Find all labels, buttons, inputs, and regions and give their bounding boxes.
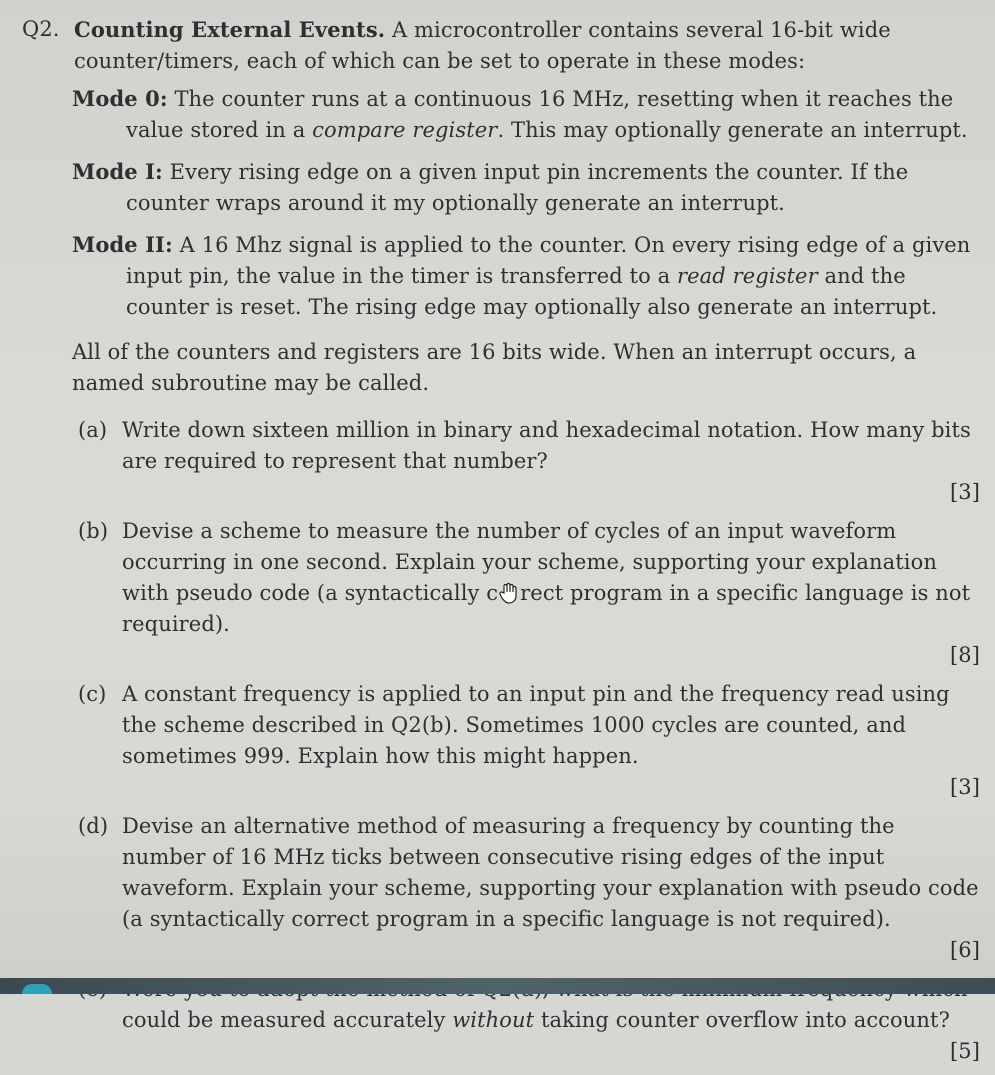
part-marks: [3]: [949, 480, 980, 504]
taskbar-app-icon: [22, 984, 52, 994]
general-note: All of the counters and registers are 16 bits wide. When an interrupt occurs, a named subroutine may be called.: [72, 340, 917, 395]
screen-taskbar: [0, 978, 995, 994]
part-text: Devise a scheme to measure the number of cycles of an input waveform occurring in one second. Explain your scheme, supporting your explanation with pseudo code (a syntactically c: [122, 519, 937, 605]
mode-item: [72, 229, 980, 323]
question-intro-wrap: [74, 14, 980, 77]
hand-pointer-icon: [498, 582, 520, 604]
question-intro: A microcontroller contains several 16-bit wide counter/timers, each of which can be set to operate in these modes:: [74, 18, 891, 73]
mode-item: [72, 83, 980, 146]
part-label: (d): [78, 814, 109, 838]
part-marks: [3]: [949, 775, 980, 799]
part-text-wrap: [122, 415, 980, 508]
mode-text: A 16 Mhz signal is applied to the counter. On every rising edge of a given input pin, the value in the timer is transferred to a: [126, 233, 971, 288]
part-text: A constant frequency is applied to an input pin and the frequency read using the scheme described in Q2(b). Sometimes 1000 cycles are counted, and sometimes 999. Explain how this might happen.: [122, 682, 950, 768]
question-header: [22, 14, 980, 77]
part-text-wrap: [122, 679, 980, 803]
part-item: [78, 679, 980, 803]
part-marks: [5]: [949, 1039, 980, 1063]
part-text-wrap: [122, 811, 980, 966]
part-text-after: taking counter overflow into account?: [534, 1008, 950, 1032]
question-number: Q2.: [22, 17, 60, 41]
mode-label: Mode I:: [72, 159, 163, 184]
mode-text: The counter runs at a continuous 16 MHz, resetting when it reaches the value stored in a: [126, 87, 954, 142]
mode-label: Mode II:: [72, 232, 173, 257]
question-title: Counting External Events.: [74, 17, 386, 42]
part-item: [78, 415, 980, 508]
part-marks: [8]: [949, 643, 980, 667]
mode-emphasis: compare register: [312, 118, 498, 142]
part-text: Write down sixteen million in binary and hexadecimal notation. How many bits are required to represent that number?: [122, 418, 971, 473]
part-label: (c): [78, 682, 107, 706]
part-emphasis: without: [452, 1008, 535, 1032]
mode-list: [22, 83, 980, 323]
part-text: could be measured accurately: [122, 1008, 446, 1032]
part-text: Devise an alternative method of measuring a frequency by counting the number of 16 MHz ticks between consecutive rising edges of the input waveform. Explain your scheme, supporting your explanation with pseudo code (a syntactically correct program in a specific language is not required).: [122, 814, 979, 931]
part-label: (b): [78, 519, 109, 543]
part-text-after: rect program in a specific language is not required).: [122, 581, 971, 636]
mode-emphasis: read register: [677, 264, 818, 288]
mode-text-after: . This may optionally generate an interrupt.: [497, 118, 968, 142]
part-item: [78, 516, 980, 671]
mode-text-after: and the counter is reset. The rising edge may optionally also generate an interrupt.: [126, 264, 938, 319]
question-block: [22, 14, 980, 1075]
mode-label: Mode 0:: [72, 86, 168, 111]
part-text-wrap: [122, 516, 980, 671]
part-label: (a): [78, 418, 108, 442]
parts-list: [78, 415, 980, 1067]
part-item: [78, 811, 980, 966]
mode-item: [72, 156, 980, 219]
part-marks: [6]: [949, 938, 980, 962]
mode-text: Every rising edge on a given input pin increments the counter. If the counter wraps around it my optionally generate an interrupt.: [126, 160, 909, 215]
